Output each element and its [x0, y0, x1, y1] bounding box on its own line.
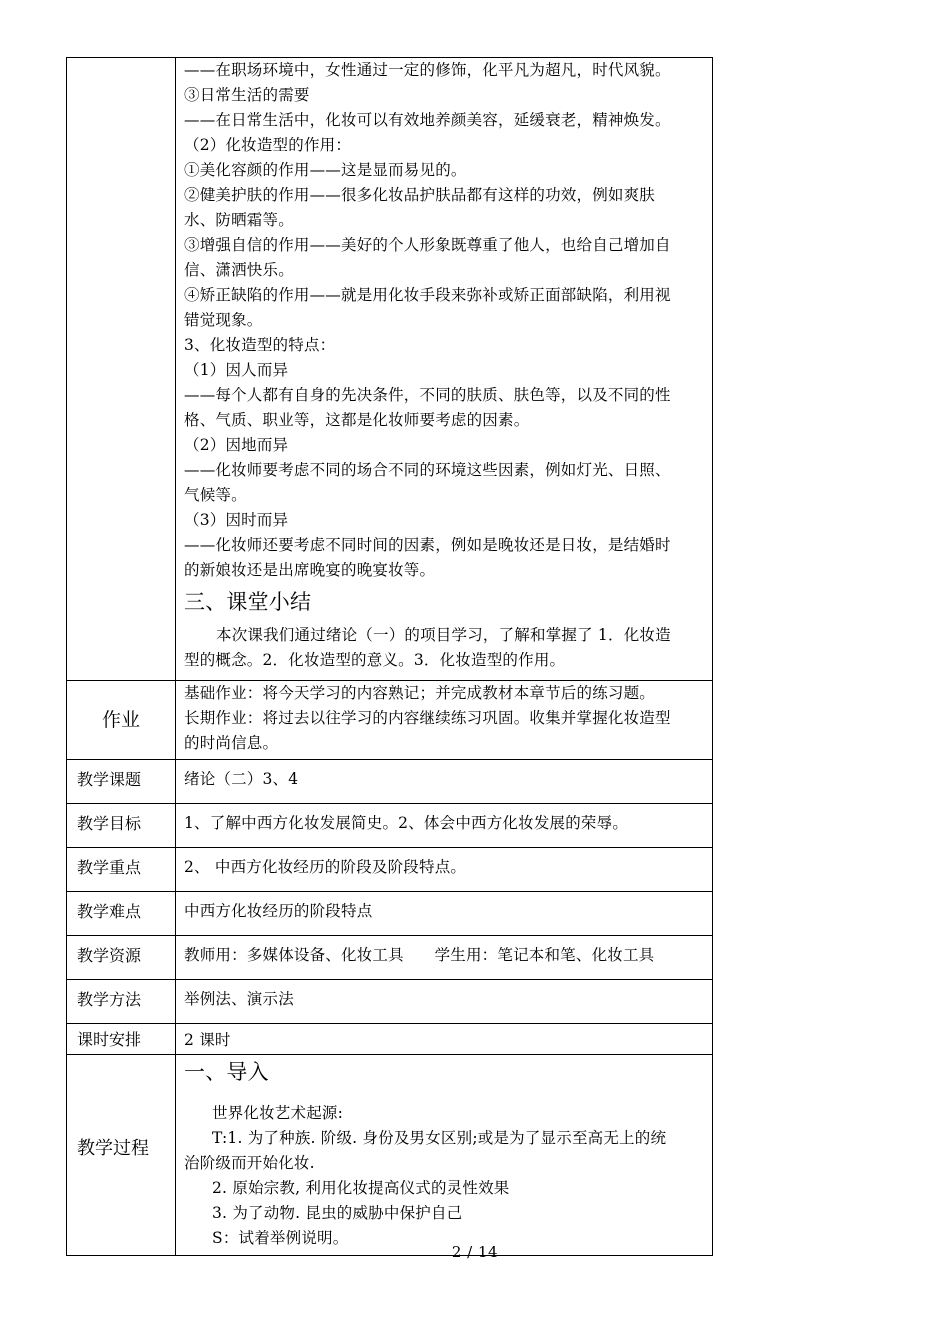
objective-value: 1、了解中西方化妆发展简史。2、体会中西方化妆发展的荣辱。 [176, 804, 713, 848]
content-line: ——每个人都有自身的先决条件，不同的肤质、肤色等，以及不同的性 [184, 386, 671, 404]
content-line: ——在日常生活中，化妆可以有效地养颜美容，延缓衰老，精神焕发。 [184, 111, 671, 129]
process-label: 教学过程 [77, 1138, 149, 1159]
method-row [67, 980, 713, 1024]
method-value: 举例法、演示法 [176, 980, 713, 1024]
difficulty-label: 教学难点 [77, 902, 142, 921]
content-line: ——化妆师要考虑不同的场合不同的环境这些因素，例如灯光、日照、 [184, 461, 671, 479]
process-label-cell [67, 1055, 176, 1256]
content-line: ——化妆师还要考虑不同时间的因素，例如是晚妆还是日妆，是结婚时 [184, 536, 671, 554]
objective-label-cell [67, 804, 176, 848]
process-line: 3. 为了动物. 昆虫的威胁中保护自己 [212, 1204, 463, 1222]
difficulty-label-cell [67, 892, 176, 936]
objective-row [67, 804, 713, 848]
content-line: ④矫正缺陷的作用——就是用化妆手段来弥补或矫正面部缺陷，利用视 [184, 286, 671, 304]
process-line: 2. 原始宗教, 利用化妆提高仪式的灵性效果 [212, 1179, 510, 1197]
process-heading: 一、导入 [184, 1060, 269, 1084]
homework-content-cell [176, 681, 713, 760]
content-line: （2）因地而异 [184, 436, 289, 454]
content-line: 气候等。 [184, 486, 247, 504]
homework-line: 的时尚信息。 [184, 734, 279, 752]
homework-line: 长期作业：将过去以往学习的内容继续练习巩固。收集并掌握化妆造型 [184, 709, 671, 727]
homework-line: 基础作业：将今天学习的内容熟记；并完成教材本章节后的练习题。 [184, 684, 656, 702]
objective-label: 教学目标 [77, 814, 142, 833]
homework-row [67, 681, 713, 760]
method-label: 教学方法 [77, 990, 142, 1009]
content-line: 水、防晒霜等。 [184, 211, 294, 229]
key-point-value: 2、 中西方化妆经历的阶段及阶段特点。 [176, 848, 713, 892]
topic-value: 绪论（二）3、4 [176, 760, 713, 804]
key-point-label-cell [67, 848, 176, 892]
topic-label-cell [67, 760, 176, 804]
content-line: 的新娘妆还是出席晚宴的晚宴妆等。 [184, 561, 436, 579]
resources-row [67, 936, 713, 980]
homework-label-cell [67, 681, 176, 760]
summary-line: 本次课我们通过绪论（一）的项目学习，了解和掌握了 1．化妆造 [216, 626, 671, 644]
resources-value: 教师用：多媒体设备、化妆工具 学生用：笔记本和笔、化妆工具 [176, 936, 713, 980]
resources-label-cell [67, 936, 176, 980]
process-row [67, 1055, 713, 1256]
content-line: 信、潇洒快乐。 [184, 261, 294, 279]
content-line: ——在职场环境中，女性通过一定的修饰，化平凡为超凡，时代风貌。 [184, 61, 671, 79]
homework-label: 作业 [101, 709, 140, 731]
continuation-content-cell [176, 58, 713, 681]
difficulty-row [67, 892, 713, 936]
content-line: 格、气质、职业等，这都是化妆师要考虑的因素。 [184, 411, 530, 429]
content-line: 3、化妆造型的特点： [184, 336, 336, 354]
process-line: 治阶级而开始化妆. [184, 1154, 315, 1172]
process-line: 世界化妆艺术起源: [212, 1104, 344, 1122]
content-line: ③增强自信的作用——美好的个人形象既尊重了他人，也给自己增加自 [184, 236, 671, 254]
content-line: （2）化妆造型的作用： [184, 136, 352, 154]
process-content-cell [176, 1055, 713, 1256]
content-line: ②健美护肤的作用——很多化妆品护肤品都有这样的功效，例如爽肤 [184, 186, 656, 204]
topic-label: 教学课题 [77, 770, 142, 789]
content-line: 错觉现象。 [184, 311, 263, 329]
summary-heading: 三、课堂小结 [184, 590, 312, 614]
process-line: T:1. 为了种族. 阶级. 身份及男女区别;或是为了显示至高无上的统 [212, 1129, 667, 1147]
content-line: （3）因时而异 [184, 511, 289, 529]
summary-line: 型的概念。2．化妆造型的意义。3．化妆造型的作用。 [184, 651, 566, 669]
difficulty-value: 中西方化妆经历的阶段特点 [176, 892, 713, 936]
schedule-label-cell [67, 1024, 176, 1055]
schedule-value: 2 课时 [176, 1024, 713, 1055]
continuation-label-cell [67, 58, 176, 681]
process-line: S：试着举例说明。 [212, 1229, 349, 1247]
content-line: （1）因人而异 [184, 361, 289, 379]
schedule-label: 课时安排 [77, 1030, 142, 1049]
schedule-row [67, 1024, 713, 1055]
content-line: ①美化容颜的作用——这是显而易见的。 [184, 161, 467, 179]
topic-row [67, 760, 713, 804]
key-point-label: 教学重点 [77, 858, 142, 877]
continuation-row [67, 58, 713, 681]
method-label-cell [67, 980, 176, 1024]
content-line: ③日常生活的需要 [184, 86, 310, 104]
lesson-plan-table [66, 57, 713, 1256]
resources-label: 教学资源 [77, 946, 142, 965]
key-point-row [67, 848, 713, 892]
page-number: 2 / 14 [451, 1243, 499, 1261]
